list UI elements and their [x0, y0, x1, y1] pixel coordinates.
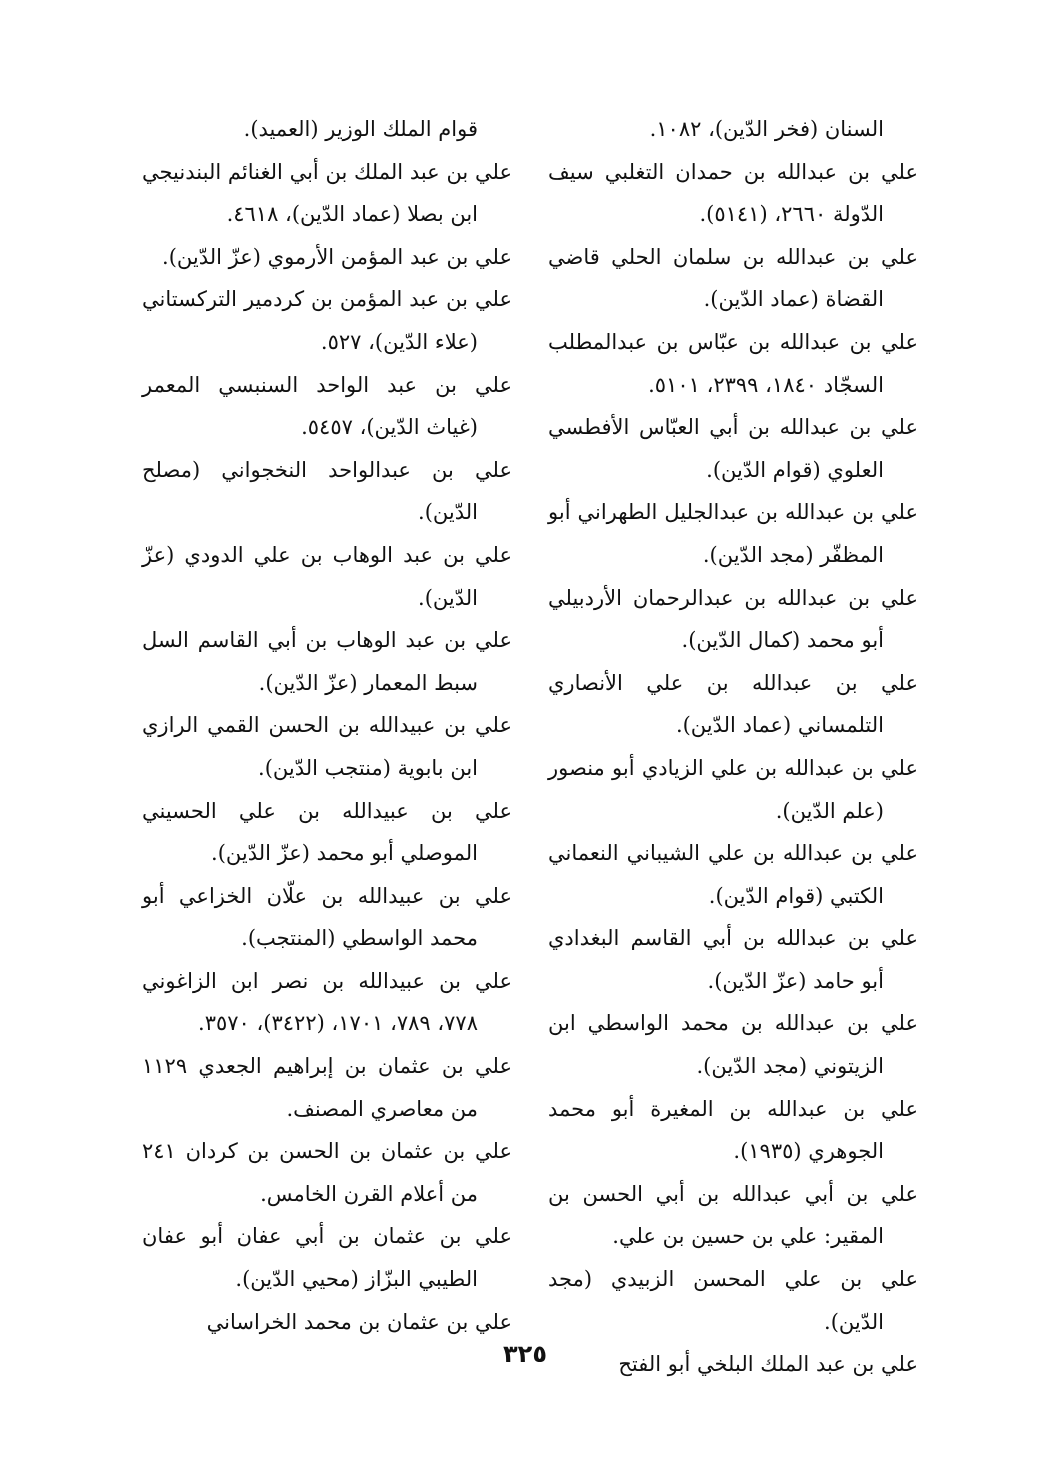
index-entry: علي بن عبدالله بن أبي القاسم البغدادي أبو حامد (عزّ الدّين).: [548, 926, 918, 993]
index-entry: علي بن عبدالله بن عبّاس بن عبدالمطلب السجّاد ١٨٤٠، ٢٣٩٩، ٥١٠١.: [548, 329, 918, 397]
index-entry: علي بن عبد المؤمن بن كردمير التركستاني (علاء الدّين)، ٥٢٧.: [142, 287, 512, 354]
index-entry: علي بن علي المحسن الزبيدي (مجد الدّين).: [548, 1267, 918, 1334]
index-entry: علي بن عبدالله بن علي الشيباني النعماني الكتبي (قوام الدّين).: [548, 841, 918, 908]
index-entry: علي بن عبدالله بن محمد الواسطي ابن الزيتوني (مجد الدّين).: [548, 1011, 918, 1079]
index-entry: علي بن عثمان بن أبي عفان أبو عفان الطيبي البزّاز (محيي الدّين).: [142, 1224, 512, 1292]
index-entry: علي بن عبد الملك البلخي أبو الفتح: [618, 1352, 918, 1377]
index-entry: علي بن عبيدالله بن علّان الخزاعي أبو محمد الواسطي (المنتجب).: [142, 883, 512, 951]
index-entry: السنان (فخر الدّين)، ١٠٨٢.: [649, 117, 884, 141]
index-entry: علي بن عبدالله بن سلمان الحلي قاضي القضاة (عماد الدّين).: [548, 244, 918, 312]
index-entry: علي بن عبيدالله بن علي الحسيني الموصلي أبو محمد (عزّ الدّين).: [142, 798, 512, 866]
index-entry: علي بن عبدالله بن علي الأنصاري التلمساني (عماد الدّين).: [548, 670, 918, 738]
index-entry: علي بن عثمان بن إبراهيم الجعدي ١١٢٩ من معاصري المصنف.: [142, 1054, 512, 1121]
index-entry: علي بن عبد الواحد السنبسي المعمر (غياث الدّين)، ٥٤٥٧.: [142, 372, 512, 440]
index-entry: علي بن عبيدالله بن الحسن القمي الرازي ابن بابوية (منتجب الدّين).: [142, 713, 512, 780]
index-entry: علي بن عثمان بن الحسن بن كردان ٢٤١ من أعلام القرن الخامس.: [142, 1139, 512, 1206]
index-entry: علي بن عبدالله بن علي الزيادي أبو منصور (علم الدّين).: [548, 755, 918, 823]
index-entry: علي بن عبدالله بن عبدالجليل الطهراني أبو المظفّر (مجد الدّين).: [548, 500, 918, 567]
right-column: [548, 108, 918, 1386]
index-entry: علي بن عثمان بن محمد الخراساني: [206, 1309, 512, 1334]
page-number: ٣٢٥: [503, 1340, 547, 1368]
index-entry: علي بن عبدالله بن حمدان التغلبي سيف الدّولة ٢٦٦٠، (٥١٤١).: [548, 159, 918, 227]
index-entry: علي بن عبد الوهاب بن أبي القاسم السل سبط المعمار (عزّ الدّين).: [142, 628, 512, 695]
index-entry: علي بن عبد المؤمن الأرموي (عزّ الدّين).: [162, 244, 512, 269]
index-entry: علي بن عبدالله بن المغيرة أبو محمد الجوهري (١٩٣٥).: [548, 1096, 918, 1164]
index-entry: علي بن عبد الوهاب بن علي الدودي (عزّ الدّين).: [142, 542, 512, 610]
index-entry: علي بن عبدالله بن أبي العبّاس الأفطسي العلوي (قوام الدّين).: [548, 415, 918, 482]
index-entry: علي بن أبي عبدالله بن أبي الحسن بن المقير: علي بن حسين بن علي.: [548, 1181, 918, 1249]
index-entry: علي بن عبيدالله بن نصر ابن الزاغوني ٧٧٨، ٧٨٩، ١٧٠١، (٣٤٢٢)، ٣٥٧٠.: [142, 968, 512, 1036]
index-entry: علي بن عبدالله بن عبدالرحمان الأردبيلي أبو محمد (كمال الدّين).: [548, 585, 918, 653]
index-entry: علي بن عبدالواحد النخجواني (مصلح الدّين).: [142, 457, 512, 525]
left-column: [142, 108, 512, 1343]
index-entry: علي بن عبد الملك بن أبي الغنائم البندنيجي ابن بصلا (عماد الدّين)، ٤٦١٨.: [142, 159, 512, 227]
index-entry: قوام الملك الوزير (العميد).: [243, 117, 478, 141]
